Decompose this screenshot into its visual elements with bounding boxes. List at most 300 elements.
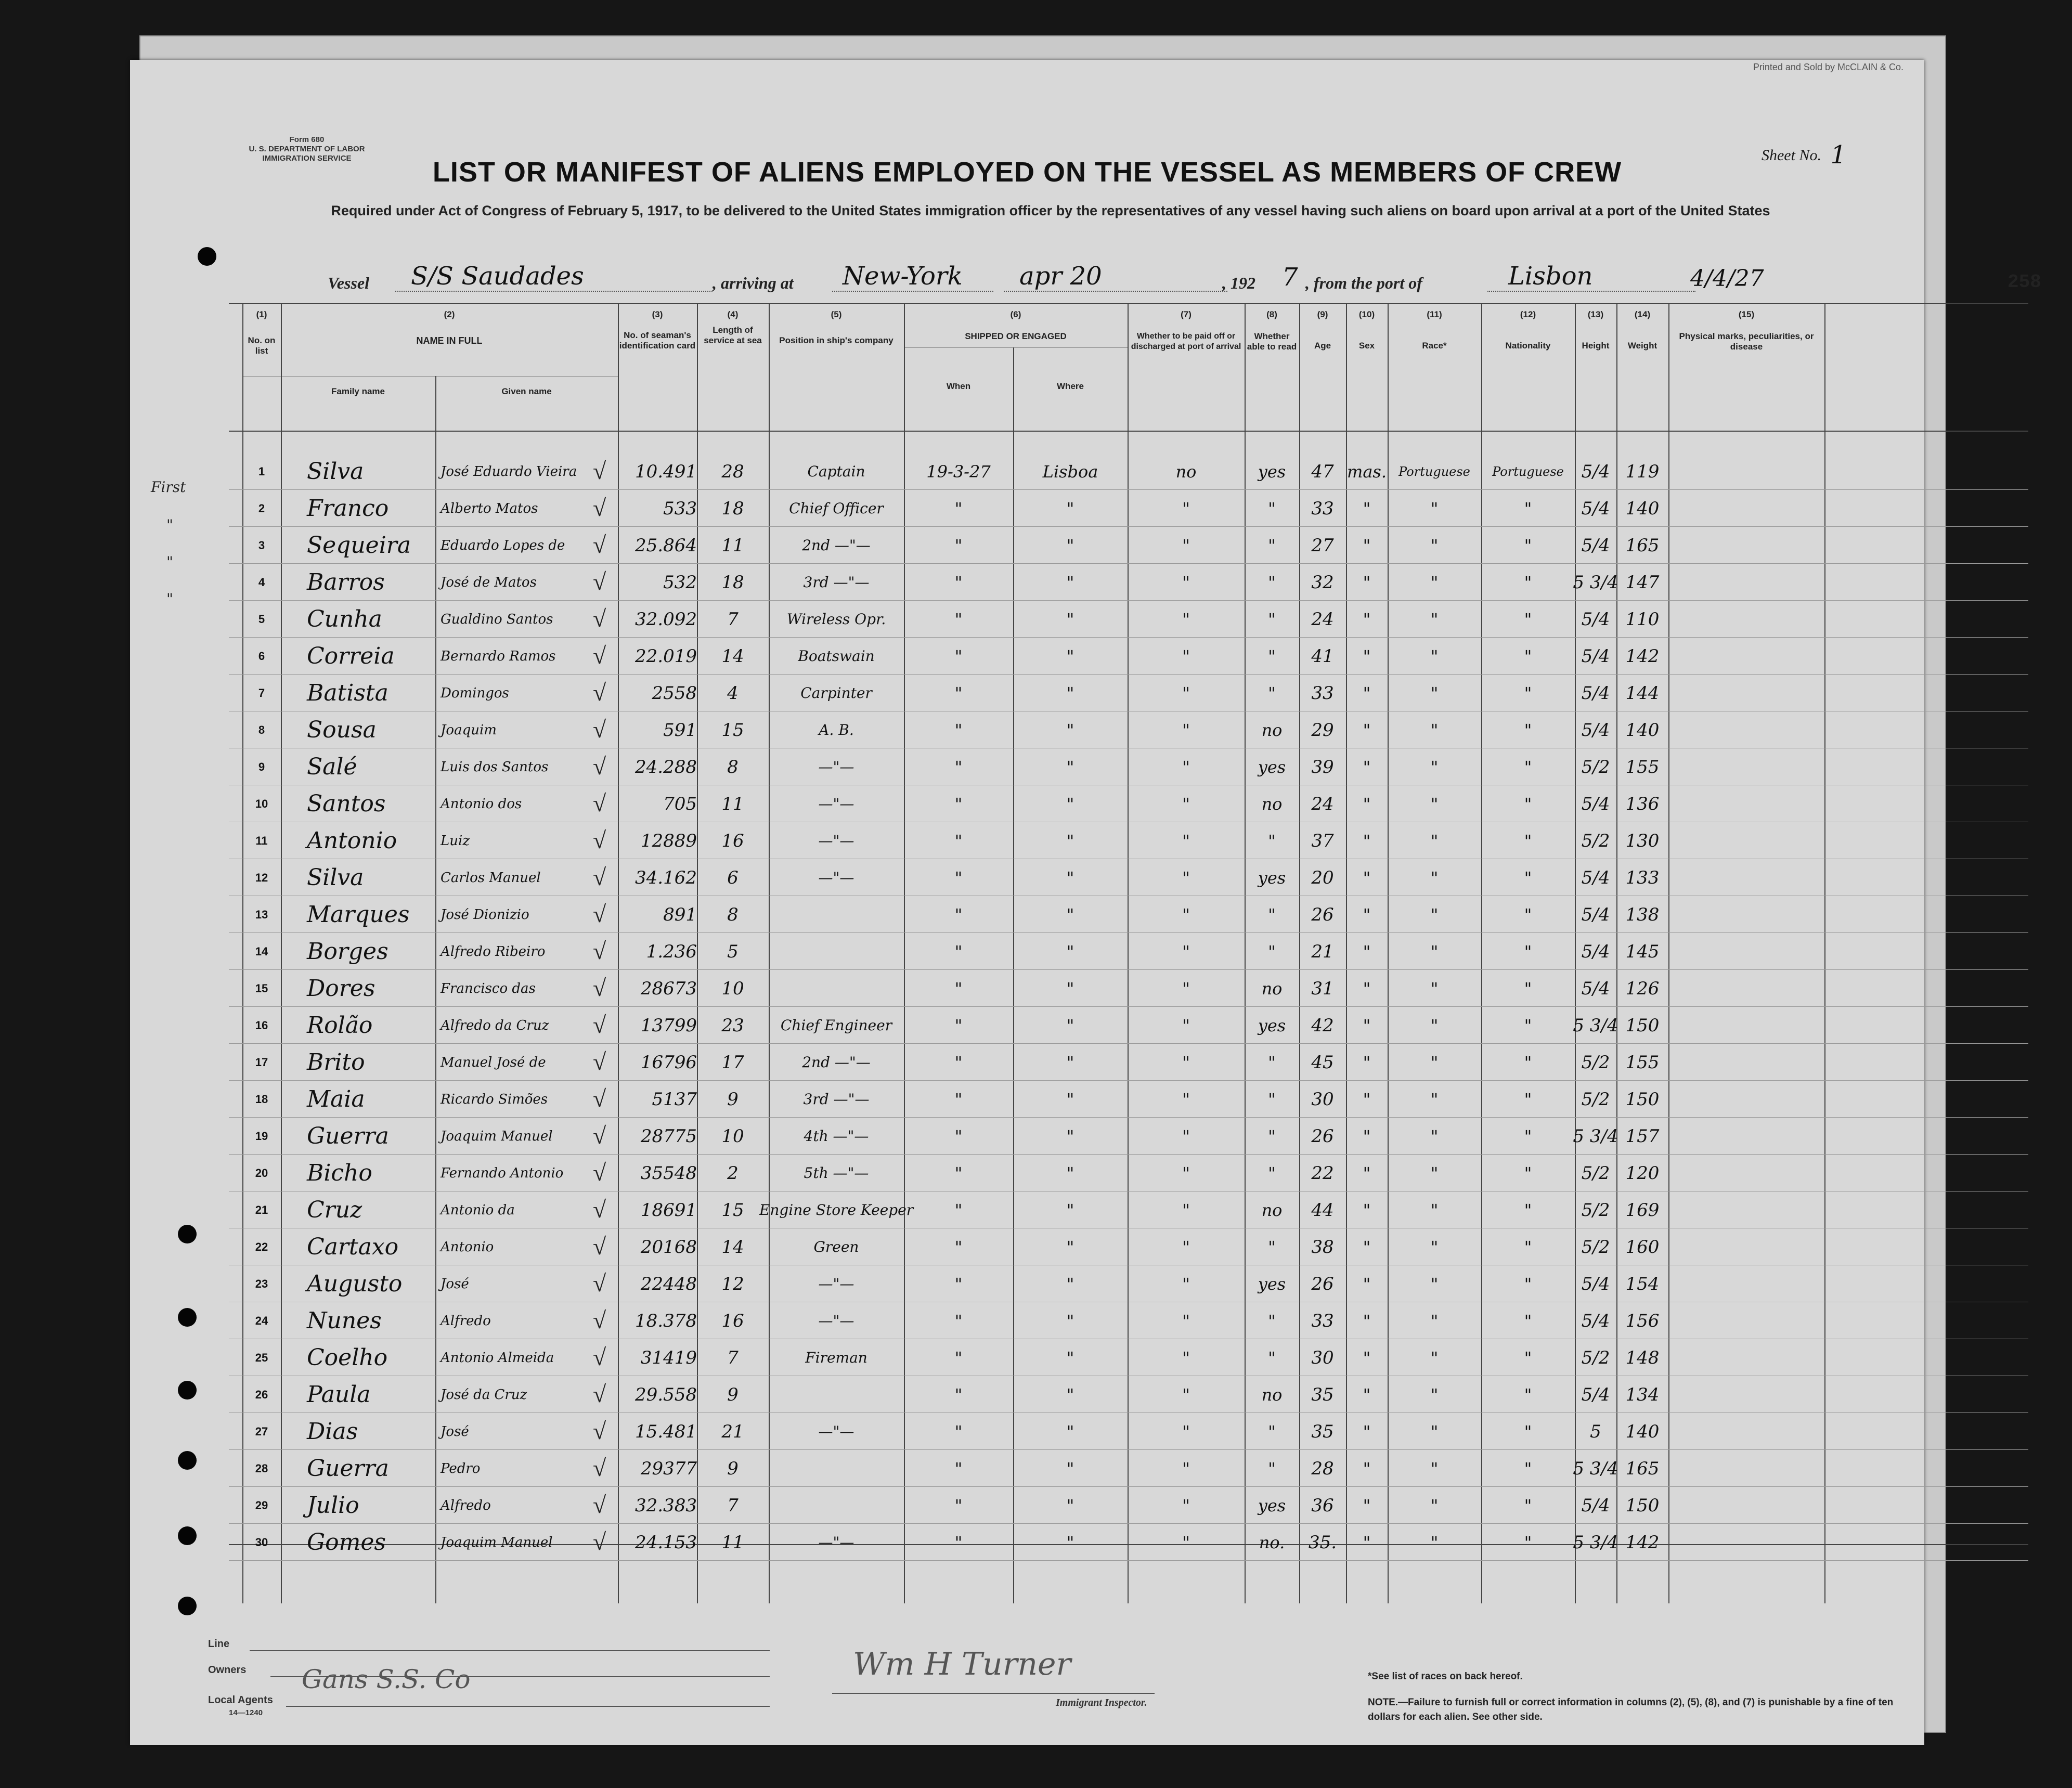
family-name: Silva: [307, 458, 364, 485]
shipped-where: ": [1066, 683, 1074, 703]
nationality: ": [1524, 757, 1532, 777]
given-name: Luis dos Santos: [441, 759, 549, 775]
given-name: Antonio Almeida: [441, 1350, 554, 1366]
position: 5th —"—: [804, 1164, 869, 1182]
weight: 150: [1625, 1015, 1660, 1036]
inspector-label: Immigrant Inspector.: [1056, 1697, 1147, 1708]
position: [769, 933, 904, 970]
position: —"—: [818, 795, 854, 812]
family-name: Cartaxo: [307, 1234, 399, 1260]
position: Chief Engineer: [780, 1017, 892, 1034]
shipped-when: ": [954, 757, 963, 777]
row-number: 21: [255, 1203, 268, 1216]
given-name: Luiz: [441, 833, 470, 849]
service: IMMIGRATION SERVICE: [262, 154, 352, 163]
sex: ": [1363, 535, 1371, 555]
height: 5/4: [1581, 498, 1610, 519]
family-name: Maia: [307, 1086, 365, 1112]
age: 20: [1311, 867, 1334, 888]
given-name: Antonio da: [441, 1202, 515, 1218]
row-number: 26: [255, 1388, 268, 1401]
table-row: [229, 1524, 2028, 1561]
given-name: José: [441, 1276, 469, 1292]
check-mark-icon: √: [593, 1048, 606, 1075]
able-to-read: yes: [1258, 1015, 1286, 1035]
paid-off: ": [1182, 572, 1190, 592]
height: 5/2: [1581, 1199, 1610, 1221]
race: ": [1430, 1015, 1439, 1035]
family-name: Salé: [307, 754, 357, 780]
id-card-number: 35548: [640, 1162, 697, 1184]
table-row: [229, 711, 2028, 748]
weight: 165: [1625, 535, 1660, 556]
nationality: ": [1524, 498, 1532, 519]
age: 33: [1311, 498, 1334, 519]
id-card-number: 12889: [640, 830, 697, 851]
check-mark-icon: √: [593, 1455, 606, 1481]
id-card-number: 24.288: [635, 756, 697, 778]
able-to-read: ": [1268, 1237, 1276, 1257]
id-card-number: 5137: [652, 1089, 697, 1110]
race: ": [1430, 1348, 1439, 1368]
given-name: Domingos: [441, 685, 509, 701]
position: Captain: [807, 463, 865, 480]
sex: ": [1363, 867, 1371, 888]
weight: 157: [1625, 1125, 1660, 1147]
page-subtitle: Required under Act of Congress of February 5, 1917, to be delivered to the United States immigration officer by the representatives of any vessel having such aliens on board upon arrival at a port of the United States: [331, 203, 1770, 218]
col-given-header: Given name: [501, 386, 552, 396]
able-to-read: no: [1261, 1200, 1283, 1220]
shipped-where: ": [1066, 1421, 1074, 1442]
able-to-read: ": [1268, 1126, 1276, 1146]
height: 5 3/4: [1573, 572, 1618, 593]
given-name: Joaquim Manuel: [441, 1128, 553, 1144]
shipped-when: ": [954, 1126, 963, 1146]
check-mark-icon: √: [593, 753, 606, 780]
position: —"—: [818, 1312, 854, 1329]
shipped-where: ": [1066, 1384, 1074, 1405]
age: 38: [1311, 1236, 1334, 1258]
nationality: ": [1524, 1200, 1532, 1220]
row-number: 1: [258, 464, 265, 478]
paid-off: ": [1182, 720, 1190, 740]
year-value: 7: [1282, 263, 1298, 292]
service-length: 10: [721, 978, 744, 999]
sex: ": [1363, 1015, 1371, 1035]
row-number: 11: [255, 834, 268, 847]
check-mark-icon: √: [593, 1012, 606, 1038]
table-row: [229, 1228, 2028, 1265]
weight: 150: [1625, 1495, 1660, 1516]
weight: 136: [1625, 793, 1660, 814]
service-length: 16: [721, 830, 744, 851]
able-to-read: ": [1268, 831, 1276, 851]
position: [769, 1487, 904, 1524]
able-to-read: ": [1268, 683, 1276, 703]
age: 24: [1311, 608, 1334, 630]
shipped-when: ": [954, 1495, 963, 1515]
shipped-when: ": [954, 683, 963, 703]
table-row: [229, 896, 2028, 933]
position: 2nd —"—: [802, 1054, 871, 1071]
service-length: 8: [727, 904, 739, 925]
inspector-signature: Wm H Turner: [853, 1646, 1071, 1682]
shipped-where: ": [1066, 572, 1074, 592]
given-name: Alfredo: [441, 1313, 491, 1329]
col-length-header: (4) Length of service at sea: [704, 309, 762, 345]
table-row: [229, 1376, 2028, 1413]
race: ": [1430, 1200, 1439, 1220]
punch-hole: [178, 1597, 197, 1615]
weight: 142: [1625, 1532, 1660, 1553]
paid-off: ": [1182, 1384, 1190, 1405]
race: ": [1430, 867, 1439, 888]
given-name: Alfredo da Cruz: [441, 1017, 549, 1033]
sex: ": [1363, 683, 1371, 703]
row-number: 19: [255, 1129, 268, 1143]
shipped-where: ": [1066, 1532, 1074, 1552]
given-name: José da Cruz: [441, 1387, 527, 1403]
col-paid-header: (7) Whether to be paid off or discharged at port of arrival: [1131, 309, 1241, 351]
race: ": [1430, 1089, 1439, 1109]
position: —"—: [818, 832, 854, 849]
nationality: ": [1524, 1458, 1532, 1479]
able-to-read: ": [1268, 1311, 1276, 1331]
family-name: Correia: [307, 643, 395, 669]
year-prefix: , 192: [1222, 274, 1255, 292]
shipped-where: ": [1066, 1311, 1074, 1331]
sex: ": [1363, 941, 1371, 962]
service-length: 11: [721, 1532, 744, 1553]
service-length: 4: [727, 682, 739, 704]
shipped-when: ": [954, 1274, 963, 1294]
given-name: Alberto Matos: [441, 500, 538, 516]
shipped-where: ": [1066, 941, 1074, 962]
weight: 140: [1625, 498, 1660, 519]
row-number: 24: [255, 1314, 268, 1327]
given-name: Gualdino Santos: [441, 611, 553, 627]
weight: 169: [1625, 1199, 1660, 1221]
row-number: 30: [255, 1535, 268, 1549]
paid-off: ": [1182, 1532, 1190, 1552]
check-mark-icon: √: [593, 975, 606, 1001]
footer-agents-label: Local Agents: [208, 1694, 273, 1706]
paid-off: ": [1182, 1200, 1190, 1220]
service-length: 9: [727, 1384, 739, 1405]
punch-hole: [178, 1451, 197, 1470]
row-number: 7: [258, 686, 265, 699]
stamp-number: 258: [2008, 271, 2041, 293]
sex: ": [1363, 1458, 1371, 1479]
row-number: 18: [255, 1092, 268, 1106]
height: 5/4: [1581, 535, 1610, 556]
sex: ": [1363, 498, 1371, 519]
service-length: 18: [721, 572, 744, 593]
id-card-number: 28673: [640, 978, 697, 999]
paid-off: ": [1182, 1311, 1190, 1331]
height: 5/2: [1581, 1052, 1610, 1073]
position: Green: [813, 1238, 859, 1255]
table-row: [229, 822, 2028, 859]
sex: ": [1363, 572, 1371, 592]
id-card-number: 891: [663, 904, 697, 925]
table-row: [229, 859, 2028, 896]
margin-note-ditto-3: ": [166, 590, 173, 607]
nationality: ": [1524, 978, 1532, 999]
check-mark-icon: √: [593, 790, 606, 817]
margin-note-first: First: [151, 478, 186, 496]
sex: ": [1363, 794, 1371, 814]
age: 41: [1311, 645, 1334, 667]
table-row: [229, 1191, 2028, 1228]
shipped-when: ": [954, 794, 963, 814]
age: 37: [1311, 830, 1334, 851]
height: 5/2: [1581, 1236, 1610, 1258]
able-to-read: yes: [1258, 1274, 1286, 1294]
race: ": [1430, 572, 1439, 592]
family-name: Paula: [307, 1381, 371, 1408]
nationality: ": [1524, 1532, 1532, 1552]
paid-off: ": [1182, 904, 1190, 925]
position: Carpinter: [800, 684, 872, 702]
race: ": [1430, 1421, 1439, 1442]
age: 24: [1311, 793, 1334, 814]
row-number: 23: [255, 1277, 268, 1290]
given-name: José Eduardo Vieira: [441, 463, 577, 480]
row-number: 16: [255, 1018, 268, 1032]
paid-off: ": [1182, 683, 1190, 703]
shipped-when: ": [954, 535, 963, 555]
height: 5/4: [1581, 941, 1610, 962]
height: 5 3/4: [1573, 1015, 1618, 1036]
family-name: Sequeira: [307, 532, 411, 559]
check-mark-icon: √: [593, 1233, 606, 1260]
race: ": [1430, 1163, 1439, 1183]
shipped-when: ": [954, 904, 963, 925]
height: 5/4: [1581, 1384, 1610, 1405]
row-number: 14: [255, 944, 268, 958]
position: 3rd —"—: [803, 574, 870, 591]
able-to-read: yes: [1258, 867, 1286, 888]
race: ": [1430, 498, 1439, 519]
shipped-when: ": [954, 609, 963, 629]
weight: 140: [1625, 1421, 1660, 1442]
race: ": [1430, 941, 1439, 962]
check-mark-icon: √: [593, 532, 606, 558]
col-shipped-header: (6) SHIPPED OR ENGAGED: [965, 309, 1067, 341]
age: 22: [1311, 1162, 1334, 1184]
age: 28: [1311, 1458, 1334, 1479]
able-to-read: no: [1261, 978, 1283, 999]
service-length: 17: [721, 1052, 744, 1073]
manifest-sheet: [130, 60, 2041, 1745]
table-row: [229, 785, 2028, 822]
age: 32: [1311, 572, 1334, 593]
nationality: ": [1524, 609, 1532, 629]
race: ": [1430, 1495, 1439, 1515]
weight: 155: [1625, 1052, 1660, 1073]
table-row: [229, 453, 2028, 490]
height: 5/4: [1581, 682, 1610, 704]
age: 44: [1311, 1199, 1334, 1221]
age: 33: [1311, 1310, 1334, 1331]
service-length: 2: [727, 1162, 739, 1184]
height: 5/4: [1581, 719, 1610, 741]
shipped-where: ": [1066, 1089, 1074, 1109]
paid-off: ": [1182, 978, 1190, 999]
printer-note: Printed and Sold by McCLAIN & Co.: [1753, 62, 1903, 72]
footer-owners-label: Owners: [208, 1664, 247, 1676]
row-number: 5: [258, 612, 265, 626]
check-mark-icon: √: [593, 568, 606, 595]
race: ": [1430, 831, 1439, 851]
given-name: Ricardo Simões: [441, 1091, 548, 1107]
paid-off: ": [1182, 941, 1190, 962]
id-card-number: 20168: [640, 1236, 697, 1258]
race: ": [1430, 904, 1439, 925]
row-number: 29: [255, 1498, 268, 1512]
able-to-read: no: [1261, 794, 1283, 814]
row-number: 3: [258, 538, 265, 552]
check-mark-icon: √: [593, 679, 606, 706]
vessel-value: S/S Saudades: [395, 262, 713, 292]
id-card-number: 705: [663, 793, 697, 814]
row-number: 12: [255, 871, 268, 884]
sex: ": [1363, 1126, 1371, 1146]
margin-note-ditto-2: ": [166, 553, 173, 571]
sex: ": [1363, 1421, 1371, 1442]
shipped-where: ": [1066, 609, 1074, 629]
position: —"—: [818, 1423, 854, 1440]
vessel-line: [328, 257, 2041, 299]
id-card-number: 22.019: [635, 645, 697, 667]
paid-off: ": [1182, 1348, 1190, 1368]
shipped-when: ": [954, 1015, 963, 1035]
footer-line-label: Line: [208, 1638, 230, 1650]
age: 27: [1311, 535, 1334, 556]
family-name: Marques: [307, 901, 410, 928]
check-mark-icon: √: [593, 1418, 606, 1444]
weight: 110: [1625, 608, 1660, 630]
age: 29: [1311, 719, 1334, 741]
sex: ": [1363, 978, 1371, 999]
given-name: Pedro: [441, 1460, 481, 1476]
age: 47: [1311, 461, 1334, 482]
table-row: [229, 748, 2028, 785]
row-number: 28: [255, 1461, 268, 1475]
family-name: Dores: [307, 975, 375, 1002]
table-row: [229, 970, 2028, 1007]
able-to-read: ": [1268, 609, 1276, 629]
nationality: ": [1524, 535, 1532, 555]
given-name: Antonio dos: [441, 796, 522, 812]
check-mark-icon: √: [593, 642, 606, 669]
weight: 165: [1625, 1458, 1660, 1479]
height: 5/4: [1581, 1495, 1610, 1516]
nationality: ": [1524, 683, 1532, 703]
sex: ": [1363, 1384, 1371, 1405]
nationality: Portuguese: [1492, 464, 1564, 479]
shipped-where: ": [1066, 904, 1074, 925]
sex: ": [1363, 1200, 1371, 1220]
able-to-read: ": [1268, 646, 1276, 666]
table-row: [229, 564, 2028, 601]
row-number: 20: [255, 1166, 268, 1180]
check-mark-icon: √: [593, 458, 606, 484]
paid-off: no: [1175, 461, 1197, 482]
able-to-read: ": [1268, 535, 1276, 555]
sex: ": [1363, 1052, 1371, 1072]
paid-off: ": [1182, 1274, 1190, 1294]
given-name: Eduardo Lopes de: [441, 537, 565, 553]
col-marks-header: (15) Physical marks, peculiarities, or disease: [1679, 309, 1814, 352]
paid-off: ": [1182, 1163, 1190, 1183]
family-name: Cruz: [307, 1197, 362, 1223]
shipped-where: ": [1066, 978, 1074, 999]
shipped-where: ": [1066, 720, 1074, 740]
race: ": [1430, 1052, 1439, 1072]
nationality: ": [1524, 1311, 1532, 1331]
race: ": [1430, 720, 1439, 740]
age: 33: [1311, 682, 1334, 704]
weight: 147: [1625, 572, 1660, 593]
age: 42: [1311, 1015, 1334, 1036]
height: 5/4: [1581, 793, 1610, 814]
nationality: ": [1524, 867, 1532, 888]
able-to-read: ": [1268, 1458, 1276, 1479]
nationality: ": [1524, 831, 1532, 851]
given-name: Alfredo: [441, 1497, 491, 1513]
able-to-read: no.: [1259, 1532, 1285, 1552]
weight: 134: [1625, 1384, 1660, 1405]
shipped-where: ": [1066, 1015, 1074, 1035]
given-name: Francisco das: [441, 980, 536, 996]
family-name: Cunha: [307, 606, 382, 632]
table-row: [229, 1265, 2028, 1302]
check-mark-icon: √: [593, 1492, 606, 1518]
row-number: 6: [258, 649, 265, 663]
service-length: 9: [727, 1089, 739, 1110]
punch-hole: [178, 1526, 197, 1545]
given-name: José Dionizio: [441, 906, 529, 923]
position: A. B.: [819, 721, 854, 738]
service-length: 11: [721, 535, 744, 556]
paid-off: ": [1182, 757, 1190, 777]
arrival-date: apr 20: [1004, 262, 1227, 292]
arriving-value: New-York: [832, 262, 993, 292]
shipped-when: ": [954, 1237, 963, 1257]
weight: 142: [1625, 645, 1660, 667]
col-read-header: (8) Whether able to read: [1247, 309, 1297, 352]
age: 21: [1311, 941, 1334, 962]
check-mark-icon: √: [593, 1307, 606, 1333]
position: —"—: [818, 1534, 854, 1551]
check-mark-icon: √: [593, 605, 606, 632]
table-row: [229, 1450, 2028, 1487]
shipped-where: ": [1066, 1200, 1074, 1220]
shipped-when: ": [954, 1052, 963, 1072]
family-name: Silva: [307, 864, 364, 891]
row-number: 2: [258, 501, 265, 515]
id-card-number: 29377: [640, 1458, 697, 1479]
family-name: Antonio: [307, 827, 397, 854]
shipped-where: ": [1066, 1348, 1074, 1368]
height: 5/4: [1581, 1273, 1610, 1294]
height: 5/4: [1581, 608, 1610, 630]
given-name: José: [441, 1423, 469, 1440]
shipped-where: ": [1066, 1458, 1074, 1479]
shipped-when: ": [954, 941, 963, 962]
